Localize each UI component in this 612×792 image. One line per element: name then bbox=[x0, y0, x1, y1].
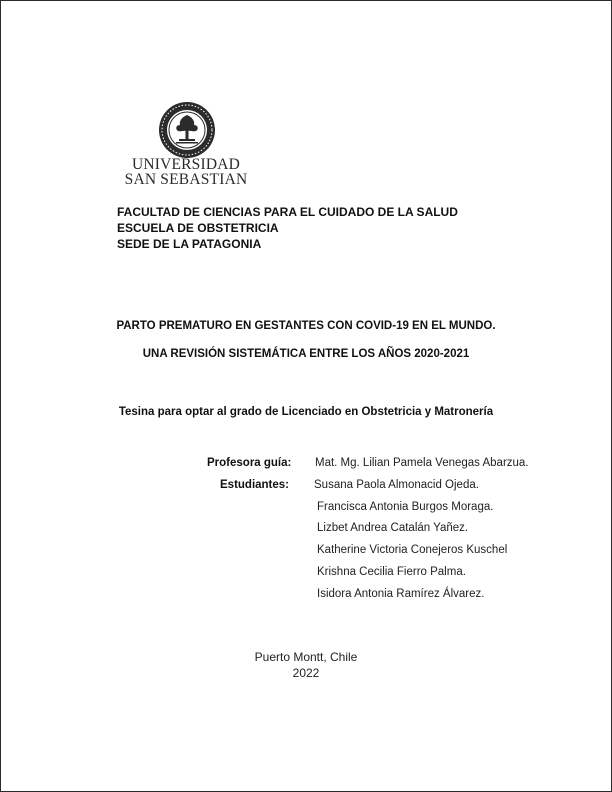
student-name: Francisca Antonia Burgos Moraga. bbox=[317, 501, 494, 513]
university-name bbox=[121, 157, 251, 187]
location: Puerto Montt, Chile bbox=[254, 650, 358, 664]
students-label: Estudiantes: bbox=[220, 479, 290, 491]
student-name: Isidora Antonia Ramírez Álvarez. bbox=[317, 588, 485, 600]
student-name: Susana Paola Almonacid Ojeda. bbox=[314, 479, 479, 491]
thesis-purpose: Tesina para optar al grado de Licenciado en Obstetricia y Matronería bbox=[118, 406, 494, 418]
faculty-name: FACULTAD DE CIENCIAS PARA EL CUIDADO DE LA SALUD bbox=[117, 205, 458, 219]
university-seal-icon bbox=[158, 101, 216, 159]
thesis-title-line2: UNA REVISIÓN SISTEMÁTICA ENTRE LOS AÑOS 2020-2021 bbox=[142, 348, 470, 360]
advisor-label: Profesora guía: bbox=[207, 457, 292, 469]
year: 2022 bbox=[292, 666, 320, 680]
school-name: ESCUELA DE OBSTETRICIA bbox=[117, 221, 279, 235]
institution-block bbox=[117, 204, 458, 252]
student-name: Krishna Cecilia Fierro Palma. bbox=[317, 566, 466, 578]
campus-name: SEDE DE LA PATAGONIA bbox=[117, 237, 262, 251]
student-name: Katherine Victoria Conejeros Kuschel bbox=[317, 544, 508, 556]
thesis-title-line1: PARTO PREMATURO EN GESTANTES CON COVID-19 EN EL MUNDO. bbox=[116, 320, 496, 332]
university-name-line2: SAN SEBASTIAN bbox=[124, 171, 248, 188]
student-name: Lizbet Andrea Catalán Yañez. bbox=[317, 522, 469, 534]
advisor-name: Mat. Mg. Lilian Pamela Venegas Abarzua. bbox=[315, 457, 529, 469]
university-name-line1: UNIVERSIDAD bbox=[131, 156, 241, 173]
